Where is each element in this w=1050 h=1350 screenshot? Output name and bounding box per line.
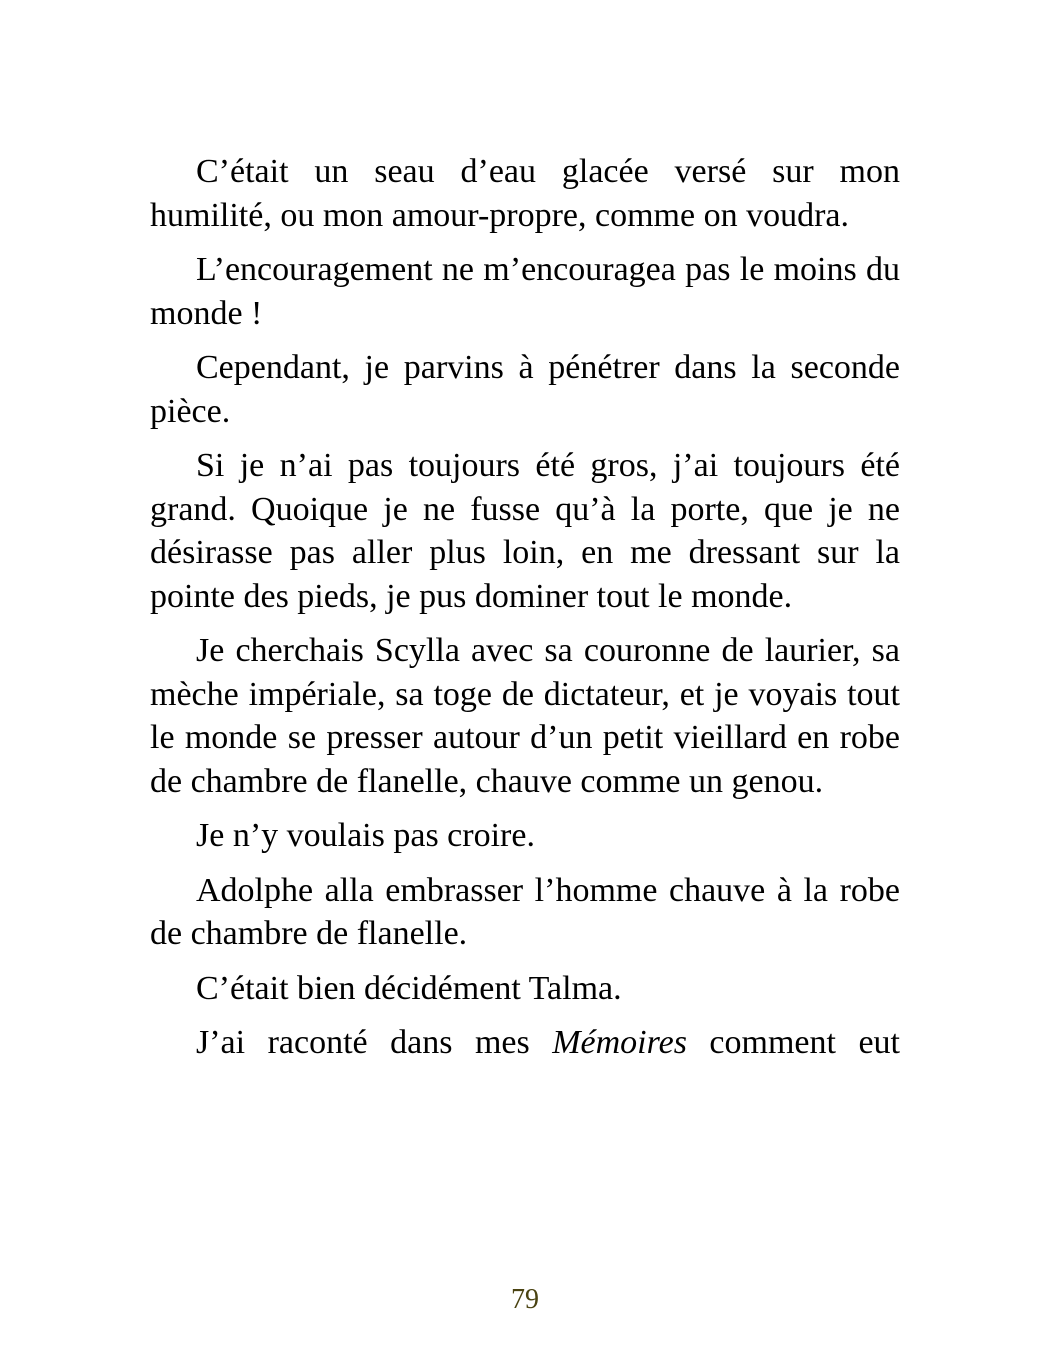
paragraph-2: L’encouragement ne m’encouragea pas le moins du monde ! xyxy=(150,251,900,332)
paragraph-1: C’était un seau d’eau glacée versé sur mon humilité, ou mon amour-propre, comme on voudra. xyxy=(150,153,900,234)
page-body xyxy=(150,150,900,1076)
paragraph-4: Si je n’ai pas toujours été gros, j’ai toujours été grand. Quoique je ne fusse qu’à la porte, que je ne désirasse pas aller plus loin, en me dressant sur la pointe des pieds, je pus dominer tout le monde. xyxy=(150,447,900,615)
page-number: 79 xyxy=(511,1284,539,1315)
paragraph-9-end: comment eut xyxy=(686,1024,900,1061)
paragraph-6: Je n’y voulais pas croire. xyxy=(196,817,535,854)
book-title-memoires: Mémoires xyxy=(552,1024,687,1061)
paragraph-9-start: J’ai raconté dans mes xyxy=(196,1024,553,1061)
paragraph-8: C’était bien décidément Talma. xyxy=(196,969,622,1007)
paragraph-3: Cependant, je parvins à pénétrer dans la seconde pièce. xyxy=(150,349,900,430)
paragraph-5: Je cherchais Scylla avec sa couronne de laurier, sa mèche impériale, sa toge de dictateur, et je voyais tout le monde se presser autour d’un petit vieillard en robe de chambre de flanelle, chauve comme un genou. xyxy=(150,632,900,800)
paragraph-9 xyxy=(150,1021,900,1065)
paragraph-7: Adolphe alla embrasser l’homme chauve à la robe de chambre de flanelle. xyxy=(150,871,900,952)
